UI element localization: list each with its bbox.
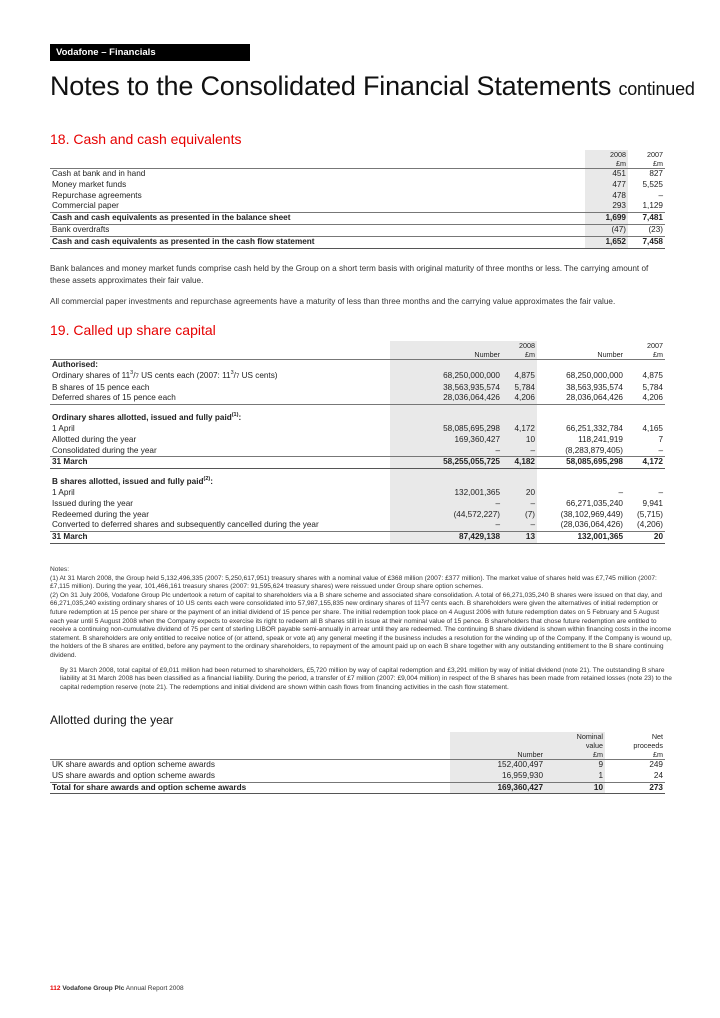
table-row: Cash and cash equivalents as presented in the cash flow statement 1,652 7,458 [50, 236, 665, 248]
table-row: Issued during the year – – 66,271,035,240 9,941 [52, 498, 663, 508]
note-1: (1) At 31 March 2008, the Group held 5,132,496,335 (2007: 5,250,617,951) treasury shares with a nominal value of £368 million (2007: £377 million). The market value of shares held was £7,745 million (2007: £7,115 million). During the year, 101,466,161 treasury shares (2007: 91,595,624 treasury shares) were reissued under Group share option schemes. [50, 574, 657, 591]
cash-paragraph-1: Bank balances and money market funds comprise cash held by the Group on a short term basis with original maturity of three months or less. The carrying amount of these assets approximates their fair value. [50, 264, 649, 285]
table-row: Bank overdrafts (47) (23) [50, 224, 665, 236]
page-title: Notes to the Consolidated Financial Statements continued [50, 71, 695, 101]
table-row: Converted to deferred shares and subsequently cancelled during the year – – (28,036,064,426) (4,206) [50, 520, 665, 531]
table-row: 1 April 132,001,365 20 – – [52, 487, 663, 497]
allotted-title: Allotted during the year [50, 713, 174, 727]
share-section-title: 19. Called up share capital [50, 322, 216, 338]
table-row: B shares of 15 pence each 38,563,935,574 5,784 38,563,935,574 5,784 [52, 382, 663, 392]
notes-block: Notes: (1) At 31 March 2008, the Group held 5,132,496,335 (2007: 5,250,617,951) treasury shares with a nominal value of £368 million (2007: £377 million). The market value of shares held was £7,745 million (2007: £7,115 million). During the year, 101,466,161 treasury shares (2007: 91,595,624 treasury shares) were reissued under Group share option schemes. (2) On 31 July 2006, Vodafone Group Plc undertook a return of capital to shareholders via a B share scheme and associated share consolidation. A total of 66,271,035,240 B shares were issued on that day, and 66,271,035,240 existing ordinary shares of 10 US cents each were consolidated into 57,987,155,835 new ordinary shares of $11^3/7$ cents each. B shareholders were given the alternatives of initial redemption or future redemption at 15 pence per share or the payment of an initial dividend of 15 pence per share. The initial redemption took place on 4 August 2006 with future redemption dates on 5 February and 5 August each year until 5 August 2008 when the Company expects to exercise its right to redeem all B shares still in issue at their nominal value of 15 pence. B shareholders that chose future redemption are entitled to receive a continuing non-cumulative dividend of 75 per cent of sterling LIBOR payable semi-annually in arrear until they are redeemed. The continuing B share dividend is shown within financing costs in the income statement. B shareholders are only entitled to receive notice of (or attend, speak or vote at) any general meeting if the business includes a resolution for the winding up of the Company. If the Company is wound up, the holders of the B shares are entitled, before any payment to the ordinary shareholders, to repayment of the amount paid up on each B share together with any outstanding entitlement to the B share continuing dividend. By 31 March 2008, total capital of £9,011 million had been returned to shareholders, £5,720 million by way of capital redemption and £3,291 million by way of initial dividend (note 21). The outstanding B share liability at 31 March 2008 has been classified as a financial liability. During the period, a transfer of £7 million (2007: £9,004 million) in respect of the B shares has been made from retained losses (note 23) to the capital redemption reserve (note 21). The redemptions and initial dividend are shown within cash flows from financing activities in the cash flow statement. [50, 566, 672, 691]
page-footer: 112 Vodafone Group Plc Annual Report 2008 [50, 985, 184, 992]
note-2: (2) On 31 July 2006, Vodafone Group Plc undertook a return of capital to shareholders via a B share scheme and associated share consolidation. A total of 66,271,035,240 B shares were issued on that day, and 66,271,035,240 existing ordinary shares of 10 US cents each were consolidated into 57,987,155,835 new ordinary shares of $11^3/7$ cents each. B shareholders were given the alternatives of initial redemption or future redemption at 15 pence per share or the payment of an initial dividend of 15 pence per share. The initial redemption took place on 4 August 2006 with future redemption dates on 5 February and 5 August each year until 5 August 2008 when the Company expects to exercise its right to redeem all B shares still in issue at their nominal value of 15 pence. B shareholders that chose future redemption are entitled to receive a continuing non-cumulative dividend of 75 per cent of sterling LIBOR payable semi-annually in arrear until they are redeemed. The continuing B share dividend is shown within financing costs in the income statement. B shareholders are only entitled to receive notice of (or attend, speak or vote at) any general meeting if the business includes a resolution for the winding up of the Company. If the Company is wound up, the holders of the B shares are entitled, before any payment to the ordinary shareholders, to repayment of the amount paid up on each B share together with any outstanding entitlement to the B share continuing dividend. [50, 591, 672, 659]
cash-section-title: 18. Cash and cash equivalents [50, 131, 242, 147]
table-row: Allotted during the year 169,360,427 10 118,241,919 7 [52, 434, 663, 444]
cash-table: 2008 2007 £m £m Cash at bank and in hand 451 827 Money market funds 477 5,525 Repurchase agreements 478 – Commercial paper 293 1,129 Cash and cash equivalents as presented in the balance sheet 1,699 7,481 Bank overdrafts (47) (23) Cash and cash equivalents as presented in the cash flow statement 1,652 7,458 [50, 150, 665, 249]
table-row: 31 March 58,255,055,725 4,182 58,085,695,298 4,172 [50, 457, 665, 469]
table-row: Redeemed during the year (44,572,227) (7) (38,102,969,449) (5,715) [52, 509, 663, 519]
note-2-continued: By 31 March 2008, total capital of £9,011 million had been returned to shareholders, £5,720 million by way of capital redemption and £3,291 million by way of initial dividend (note 21). The outstanding B share liability at 31 March 2008 has been classified as a financial liability. During the period, a transfer of £7 million (2007: £9,004 million) in respect of the B shares has been made from retained losses (note 23) to the capital redemption reserve (note 21). The redemptions and initial dividend are shown within cash flows from financing activities in the cash flow statement. [60, 666, 672, 691]
table-row: Cash and cash equivalents as presented in the balance sheet 1,699 7,481 [50, 213, 665, 225]
table-row: 31 March 87,429,138 13 132,001,365 20 [50, 532, 665, 544]
table-row: UK share awards and option scheme awards 152,400,497 9 249 [52, 760, 663, 769]
share-capital-table: 2008 2007 Number £m Number £m Authorised: Ordinary shares of $11^3/7$ US cents each (2007: $11^3/7$ US cents) 68,250,000,000 4,875 68,250,000,000 4,875 B shares of 15 pence each 38,563,935,574 5,784 38,563,935,574 5,784 Deferred shares of 15 pence each 28,036,064,426 4,206 28,036,064,426 4,206 Ordinary shares allotted, issued and fully paid$^{(1)}$: 1 April 58,085,695,298 4,172 66,251,332,784 4,165 Allotted during the year 169,360,427 10 118,241,919 7 Consolidated during the year – – (8,283,879,405) – 31 March 58,255,055,725 4,182 58,085,695,298 4,172 B shares allotted, issued and fully paid$^{(2)}$: 1 April 132,001,365 20 – – Issued during the year – – 66,271,035,240 9,941 Redeemed during the year (44,572,227) (7) (38,102,969,449) (5,715) Converted to deferred shares and subsequently cancelled during the year – – (28,036,064,426) (4,206) 31 March 87,429,138 13 132,001,365 20 [50, 341, 665, 544]
table-row: Deferred shares of 15 pence each 28,036,064,426 4,206 28,036,064,426 4,206 [50, 393, 665, 404]
table-row: 1 April 58,085,695,298 4,172 66,251,332,784 4,165 [52, 423, 663, 433]
cash-paragraph-2: All commercial paper investments and repurchase agreements have a maturity of less than three months and the carrying value approximates the fair value. [50, 297, 616, 306]
allotted-table: Nominal Net value proceeds Number £m £m UK share awards and option scheme awards 152,400,497 9 249 US share awards and option scheme awards 16,959,930 1 24 Total for share awards and option scheme awards 169,360,427 10 273 [50, 732, 665, 794]
table-row: Total for share awards and option scheme awards 169,360,427 10 273 [50, 782, 665, 794]
table-row: US share awards and option scheme awards 16,959,930 1 24 [50, 771, 665, 782]
section-header-bar: Vodafone – Financials [50, 44, 250, 61]
table-row: Ordinary shares of $11^3/7$ US cents each (2007: $11^3/7$ US cents) 68,250,000,000 4,875 68,250,000,000 4,875 [50, 371, 665, 383]
table-row: Repurchase agreements 478 – [52, 190, 663, 200]
table-row: Consolidated during the year – – (8,283,879,405) – [50, 446, 665, 457]
table-row: Commercial paper 293 1,129 [50, 201, 665, 212]
table-row: Money market funds 477 5,525 [52, 179, 663, 189]
table-row: Cash at bank and in hand 451 827 [52, 169, 663, 178]
